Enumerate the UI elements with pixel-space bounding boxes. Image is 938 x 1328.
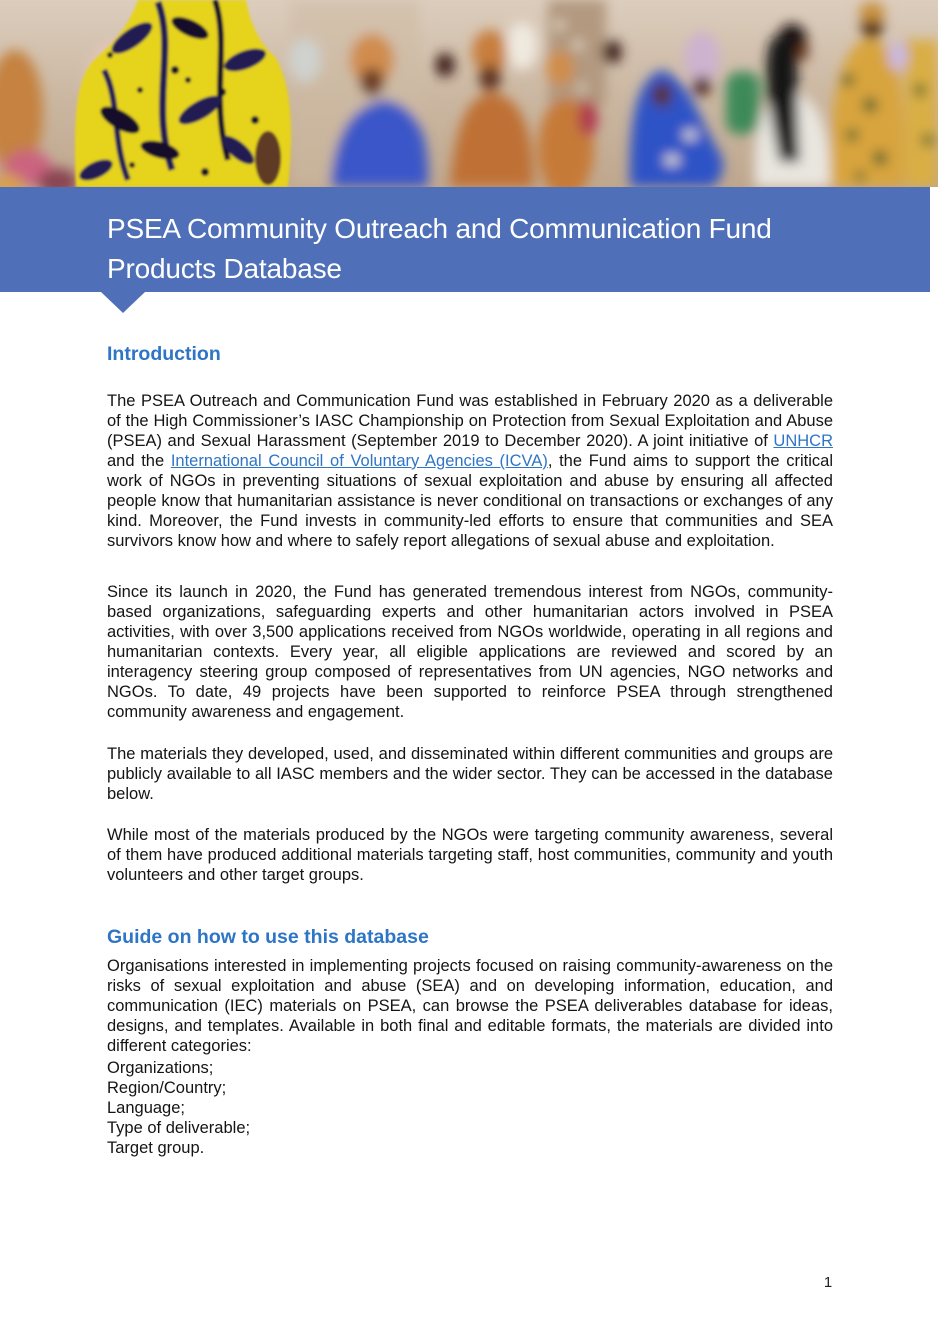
category-item-organizations: Organizations;	[107, 1059, 214, 1077]
document-body	[107, 0, 833, 1158]
document-title-line2: Products Database	[107, 253, 342, 284]
introduction-paragraph-4: While most of the materials produced by the NGOs were targeting community awareness, several of them have produced additional materials targeting staff, host communities, community and youth volunteers and other target groups.	[107, 826, 833, 884]
guide-paragraph-1: Organisations interested in implementing projects focused on raising community-awareness on the risks of sexual exploitation and abuse (SEA) and on developing information, education, and communication (IEC) materials on PSEA, can browse the PSEA deliverables database for ideas, designs, and templates. Available in both final and editable formats, the materials are divided into different categories:	[107, 957, 833, 1055]
intro-p1-text-end: , the Fund aims to support the critical work of NGOs in preventing situations of sexual exploitation and abuse by ensuring all affected people know that humanitarian assistance is never conditional on transactions or exchanges of any kind. Moreover, the Fund invests in community-led efforts to ensure that communities and SEA survivors know how and where to safely report allegations of sexual abuse and exploitation.	[107, 452, 834, 550]
category-item-region-country: Region/Country;	[107, 1079, 227, 1097]
introduction-heading: Introduction	[107, 343, 221, 365]
category-item-language: Language;	[107, 1099, 185, 1117]
introduction-paragraph-2: Since its launch in 2020, the Fund has generated tremendous interest from NGOs, community-based organizations, safeguarding experts and other humanitarian actors involved in PSEA activities, with over 3,500 applications received from NGOs worldwide, operating in all regions and humanitarian contexts. Every year, all eligible applications are reviewed and scored by an interagency steering group composed of representatives from UN agencies, NGO networks and NGOs. To date, 49 projects have been supported to reinforce PSEA through strengthened community awareness and engagement.	[107, 583, 833, 721]
page-number: 1	[823, 1274, 833, 1291]
document-title-line1: PSEA Community Outreach and Communication Fund	[107, 213, 772, 244]
introduction-paragraph-3: The materials they developed, used, and disseminated within different communities and groups are publicly available to all IASC members and the wider sector. They can be accessed in the database below.	[107, 745, 833, 803]
intro-p1-text-mid: and the	[107, 452, 171, 470]
category-item-target-group: Target group.	[107, 1139, 205, 1157]
category-item-type-of-deliverable: Type of deliverable;	[107, 1119, 251, 1137]
category-list	[107, 1058, 833, 1158]
icva-link[interactable]: International Council of Voluntary Agencies (ICVA)	[170, 452, 548, 470]
introduction-paragraph-1	[107, 391, 833, 551]
unhcr-link[interactable]: UNHCR	[773, 432, 833, 450]
intro-p1-text-start: The PSEA Outreach and Communication Fund was established in February 2020 as a deliverable of the High Commissioner’s IASC Championship on Protection from Sexual Exploitation and Abuse (PSEA) and Sexual Harassment (September 2019 to December 2020). A joint initiative of	[107, 392, 833, 450]
guide-heading: Guide on how to use this database	[107, 926, 429, 948]
